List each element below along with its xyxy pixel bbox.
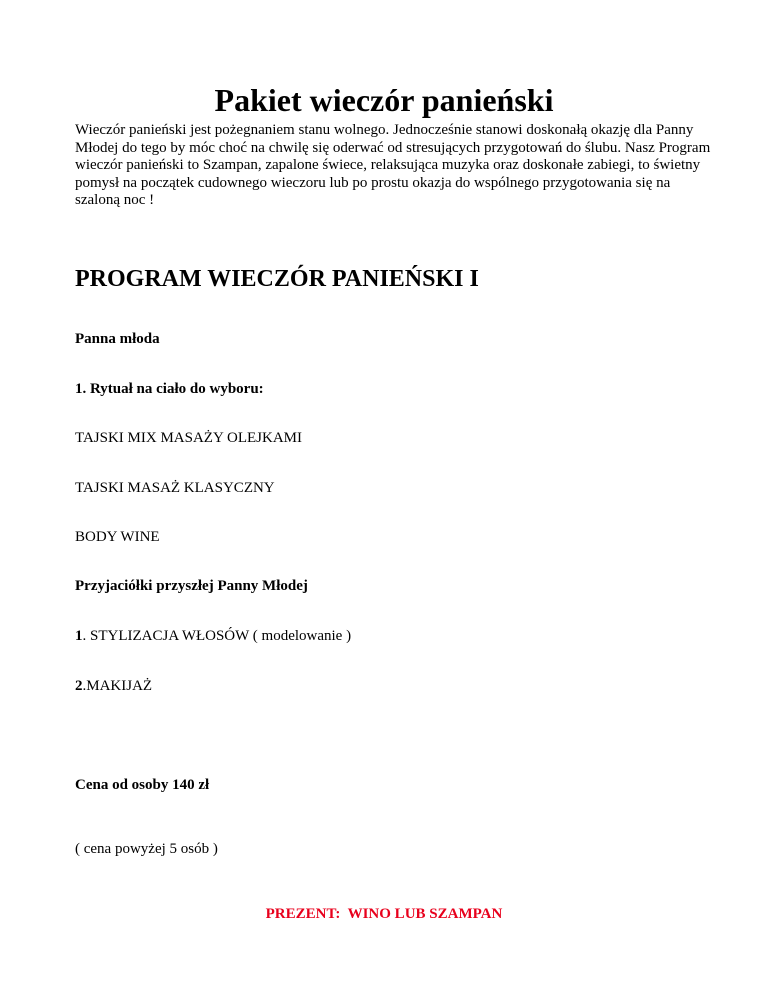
price-note: ( cena powyżej 5 osób ) xyxy=(75,841,218,857)
price: Cena od osoby 140 zł xyxy=(75,777,210,793)
friends-item-number: 1 xyxy=(75,628,83,644)
friends-item-text: . STYLIZACJA WŁOSÓW ( modelowanie ) xyxy=(82,628,352,644)
friends-item-number: 2 xyxy=(75,678,83,694)
friends-label: Przyjaciółki przyszłej Panny Młodej xyxy=(75,578,308,594)
page-title: Pakiet wieczór panieński xyxy=(214,82,554,118)
bride-label: Panna młoda xyxy=(75,331,160,347)
friends-item-makeup xyxy=(75,676,152,696)
ritual-label: 1. Rytuał na ciało do wyboru: xyxy=(75,381,264,397)
friends-item-hair xyxy=(75,626,351,646)
ritual-option-thai-classic: TAJSKI MASAŻ KLASYCZNY xyxy=(75,480,275,496)
ritual-option-body-wine: BODY WINE xyxy=(75,529,160,545)
program-heading: PROGRAM WIECZÓR PANIEŃSKI I xyxy=(75,266,479,292)
intro-paragraph: Wieczór panieński jest pożegnaniem stanu wolnego. Jednocześnie stanowi doskonałą okazję dla Panny Młodej do tego by móc choć na chwilę się oderwać od stresujących przygotowań do ślubu. Nasz Program wieczór panieński to Szampan, zapalone świece, relaksująca muzyka oraz doskonałe zabiegi, to świetny pomysł na początek cudownego wieczoru lub po prostu okazja do wspólnego przygotowania się na szaloną noc ! xyxy=(75,122,711,208)
ritual-option-thai-mix: TAJSKI MIX MASAŻY OLEJKAMI xyxy=(75,430,302,446)
gift-line: PREZENT: WINO LUB SZAMPAN xyxy=(265,906,503,922)
friends-item-text: .MAKIJAŻ xyxy=(82,678,153,694)
